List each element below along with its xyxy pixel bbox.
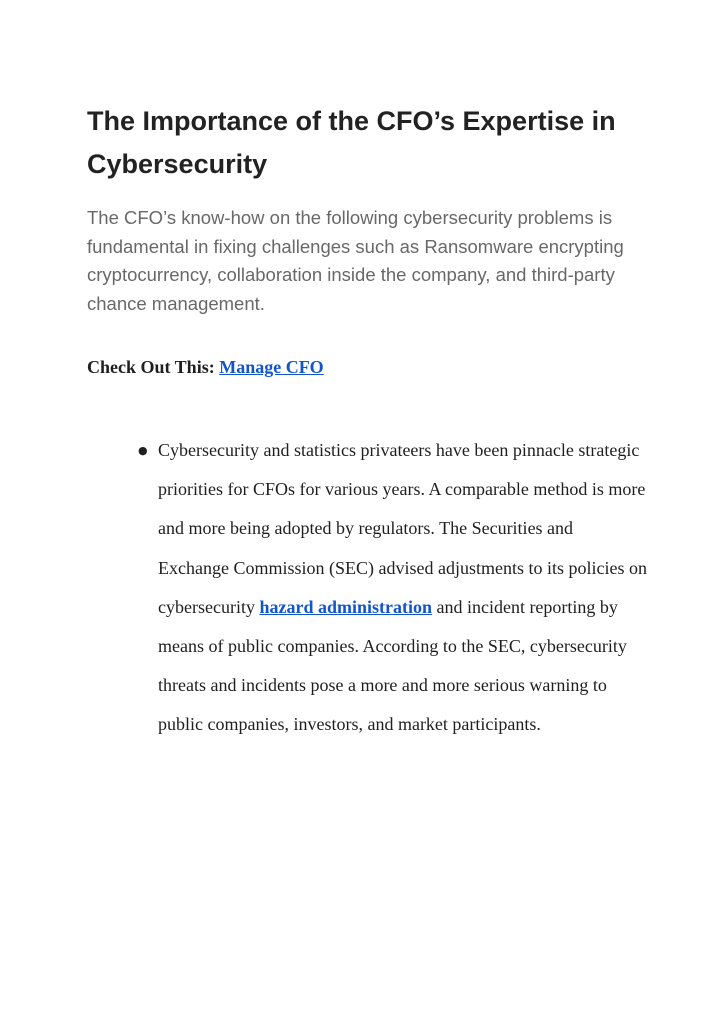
bullet-text-before: Cybersecurity and statistics privateers have been pinnacle strategic priorities for CFOs for various years. A comparable method is more and more being adopted by regulators. The Securities and Exchange Commission (SEC) advised adjustments to its policies on cybersecurity — [158, 440, 647, 617]
intro-paragraph: The CFO’s know-how on the following cybersecurity problems is fundamental in fixing challenges such as Ransomware encrypting cryptocurrency, collaboration inside the company, and third-party chance management. — [87, 207, 624, 314]
page-title: The Importance of the CFO’s Expertise in Cybersecurity — [87, 106, 616, 179]
manage-cfo-link[interactable]: Manage CFO — [219, 357, 324, 377]
check-out-label: Check Out This: — [87, 357, 215, 377]
bullet-text-after: and incident reporting by means of public companies. According to the SEC, cybersecurity threats and incidents pose a more and more serious warning to public companies, investors, and market participants. — [158, 596, 627, 735]
bullet-dot-icon: ● — [138, 444, 148, 457]
bullet-list — [87, 431, 647, 745]
check-out-line — [87, 353, 324, 381]
list-item — [87, 431, 647, 745]
hazard-administration-link[interactable]: hazard administration — [259, 596, 432, 617]
